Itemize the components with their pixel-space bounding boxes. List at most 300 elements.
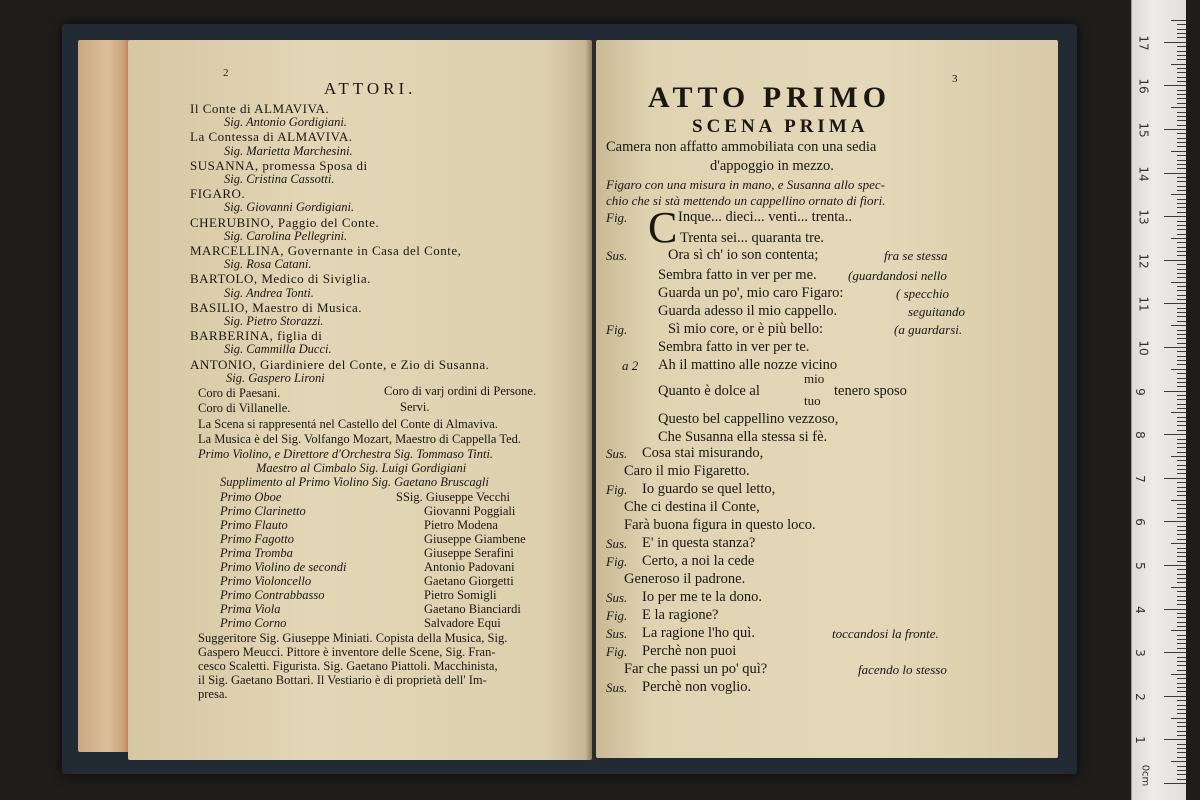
ruler-label: 3 [1132,649,1147,658]
ruler-tick [1177,221,1186,222]
ruler-label: 7 [1132,474,1147,483]
ruler-tick [1177,103,1186,104]
ruler-tick [1177,526,1186,527]
ruler-tick [1177,591,1186,592]
ruler-tick [1177,37,1186,38]
orchestra-player: Giovanni Poggiali [424,504,516,518]
ruler-tick [1171,630,1186,631]
dialogue-line: Sembra fatto in ver per te. [658,339,810,355]
ruler-tick [1171,543,1186,544]
cast-role: MARCELLINA, Governante in Casa del Conte, [190,243,462,258]
ruler-tick [1164,696,1186,697]
chorus-left-2: Coro di Villanelle. [198,401,291,415]
cast-performer: Sig. Carolina Pellegrini. [224,228,348,243]
credits-line: il Sig. Gaetano Bottari. Il Vestiario è di proprietà dell' Im- [198,673,487,687]
cast-role: FIGARO. [190,186,246,202]
ruler-tick [1177,59,1186,60]
ruler-tick [1177,312,1186,313]
dialogue-line: Generoso il padrone. [624,571,746,587]
credits-line: presa. [198,687,228,701]
cast-performer: Sig. Andrea Tonti. [224,285,314,300]
dialogue-line: Perchè non voglio. [642,679,752,695]
dialogue-line: Ah il mattino alle nozze vicino [658,357,838,373]
ruler-tick [1177,120,1186,121]
ruler-label: 16 [1136,78,1151,95]
ruler-tick [1177,247,1186,248]
ruler-tick [1177,386,1186,387]
ruler-tick [1177,90,1186,91]
ruler-tick [1177,46,1186,47]
ruler-tick [1177,199,1186,200]
ruler-tick [1177,225,1186,226]
note-cimbalo: Maestro al Cimbalo Sig. Luigi Gordigiani [256,461,467,475]
ruler-label: 14 [1136,165,1151,182]
speaker-label: Sus. [606,680,628,695]
ruler-tick [1171,151,1186,152]
ruler-tick [1177,447,1186,448]
ruler-tick [1177,504,1186,505]
ruler-tick [1177,425,1186,426]
ruler-tick [1177,356,1186,357]
stage-aside: facendo lo stesso [858,662,947,677]
ruler-tick [1171,194,1186,195]
ruler-tick [1177,98,1186,99]
ruler-tick [1177,160,1186,161]
ruler-tick [1164,609,1186,610]
ruler-tick [1177,273,1186,274]
ruler-tick [1177,709,1186,710]
ruler-tick [1164,391,1186,392]
orchestra-role: Primo Oboe [220,490,282,504]
ruler-tick [1171,325,1186,326]
ruler-tick [1164,173,1186,174]
credits-line: Gaspero Meucci. Pittore è inventore delle Scene, Sig. Fran- [198,645,496,659]
stage-aside: seguitando [908,304,966,319]
ruler-tick [1177,234,1186,235]
dialogue-line: Che ci destina il Conte, [624,499,760,515]
speaker-label: Sus. [606,536,628,551]
credits-line: Suggeritore Sig. Giuseppe Miniati. Copista della Musica, Sig. [198,631,508,645]
ruler-tick [1177,561,1186,562]
ruler-tick [1177,443,1186,444]
ruler-tick [1177,321,1186,322]
ruler-tick [1164,565,1186,566]
dialogue-line: Quanto è dolce al [658,383,760,399]
stage-aside: toccandosi la fronte. [832,626,939,641]
ruler-tick [1177,404,1186,405]
ruler-tick [1177,661,1186,662]
ruler-tick [1177,452,1186,453]
cast-role: BARTOLO, Medico di Siviglia. [190,271,371,287]
cast-performer: Sig. Gaspero Lironi [226,370,325,385]
ruler-tick [1177,51,1186,52]
ruler-tick [1177,665,1186,666]
ruler-tick [1177,81,1186,82]
ruler-tick [1177,556,1186,557]
drop-cap-c: C [648,203,678,252]
orchestra-player: Pietro Modena [424,518,498,532]
ruler-tick [1177,657,1186,658]
ruler-tick [1171,238,1186,239]
ruler-tick [1177,622,1186,623]
ruler-tick [1177,713,1186,714]
stage-aside: fra se stessa [884,248,948,263]
orchestra-role: Primo Clarinetto [220,504,306,518]
ruler-tick [1164,303,1186,304]
dialogue-line: E' in questa stanza? [642,535,756,551]
ruler-tick [1177,133,1186,134]
speaker-label: Sus. [606,626,628,641]
ruler-tick [1177,726,1186,727]
dialogue-line: Sì mio core, or è più bello: [668,321,824,337]
ruler-tick [1177,670,1186,671]
ruler-tick [1177,757,1186,758]
ruler-tick [1177,748,1186,749]
ruler-label: 9 [1132,387,1147,396]
ruler-tick [1177,705,1186,706]
ruler-tick [1164,652,1186,653]
dialogue-line: Guarda adesso il mio cappello. [658,303,838,319]
orchestra-player: Gaetano Giorgetti [424,574,514,588]
ruler-tick [1177,578,1186,579]
dialogue-line: Trenta sei... quaranta tre. [680,230,825,246]
orchestra-player: SSig. Giuseppe Vecchi [396,490,510,504]
dialogue-alt-bottom: tuo [804,393,821,408]
dialogue-line-end: tenero sposo [834,383,907,399]
ruler-tick [1177,343,1186,344]
ruler-tick [1177,735,1186,736]
ruler-tick [1177,508,1186,509]
ruler-tick [1177,29,1186,30]
note-music: La Musica è del Sig. Volfango Mozart, Maestro di Cappella Ted. [198,432,522,446]
stage-direction-1: Figaro con una misura in mano, e Susanna allo spec- [606,177,885,192]
ruler-tick [1177,700,1186,701]
chorus-right-2: Servi. [400,400,430,414]
ruler-tick [1177,613,1186,614]
ruler-tick [1177,552,1186,553]
ruler-tick [1171,64,1186,65]
ruler-tick [1177,295,1186,296]
ruler-tick [1177,530,1186,531]
ruler-tick [1177,203,1186,204]
ruler-label: 8 [1132,431,1147,440]
dialogue-line: Perchè non puoi [642,643,737,659]
ruler-tick [1177,408,1186,409]
cast-performer: Sig. Rosa Catani. [224,257,312,272]
ruler-tick [1177,378,1186,379]
left-page [128,40,592,760]
ruler-tick [1164,478,1186,479]
ruler-tick [1177,617,1186,618]
setting-line-2: d'appoggio in mezzo. [710,158,834,174]
dialogue-alt-top: mio [804,371,825,386]
ruler-tick [1164,216,1186,217]
cast-role: ANTONIO, Giardiniere del Conte, e Zio di Susanna. [190,356,490,372]
ruler-tick [1177,731,1186,732]
ruler-label: 1 [1132,736,1147,745]
dialogue-line: Sembra fatto in ver per me. [658,267,817,283]
ruler-tick [1164,347,1186,348]
ruler-tick [1177,181,1186,182]
orchestra-player: Gaetano Bianciardi [424,602,521,616]
speaker-label: Sus. [606,446,628,461]
ruler-tick [1177,33,1186,34]
orchestra-role: Primo Violino de secondi [220,560,347,574]
ruler-tick [1177,112,1186,113]
ruler-tick [1177,417,1186,418]
ruler-tick [1171,587,1186,588]
ruler-unit: 0cm [1139,764,1151,787]
ruler-tick [1177,582,1186,583]
ruler-tick [1164,42,1186,43]
note-scene: La Scena si rappresentá nel Castello del Conte di Almaviva. [198,417,498,431]
ruler-tick [1177,116,1186,117]
note-violin: Primo Violino, e Direttore d'Orchestra Sig. Tommaso Tinti. [198,447,494,461]
ruler-tick [1164,783,1186,784]
ruler-tick [1177,168,1186,169]
right-page [596,40,1058,758]
dialogue-line: Questo bel cappellino vezzoso, [658,411,839,427]
dialogue-line: Far che passi un po' quì? [624,661,768,677]
ruler-tick [1164,129,1186,130]
cast-role: BASILIO, Maestro di Musica. [190,299,363,315]
ruler-tick [1177,351,1186,352]
ruler-tick [1177,364,1186,365]
speaker-label: Fig. [606,482,628,497]
ruler-tick [1177,286,1186,287]
chorus-left-1: Coro di Paesani. [198,386,281,400]
ruler-tick [1177,338,1186,339]
ruler-tick [1177,766,1186,767]
ruler-tick [1177,125,1186,126]
ruler-tick [1177,779,1186,780]
ruler-tick [1177,164,1186,165]
ruler-tick [1177,469,1186,470]
ruler-tick [1177,229,1186,230]
ruler-tick [1177,155,1186,156]
ruler-tick [1177,774,1186,775]
ruler-tick [1171,456,1186,457]
orchestra-role: Primo Flauto [220,518,288,532]
ruler-tick [1177,94,1186,95]
ruler-label: 5 [1132,562,1147,570]
ruler-tick [1177,421,1186,422]
dialogue-line: Farà buona figura in questo loco. [624,517,816,533]
cast-role: BARBERINA, figlia di [190,328,323,344]
cast-heading: ATTORI. [324,79,417,98]
ruler-tick [1177,77,1186,78]
ruler-tick [1177,138,1186,139]
ruler-tick [1177,334,1186,335]
setting-line-1: Camera non affatto ammobiliata con una sedia [606,139,877,155]
cast-role: SUSANNA, promessa Sposa di [190,157,368,173]
cast-role: Il Conte di ALMAVIVA. [190,101,330,116]
cast-role: CHERUBINO, Paggio del Conte. [190,214,380,230]
orchestra-role: Primo Contrabbasso [220,588,325,602]
speaker-label: Fig. [606,644,628,659]
orchestra-role: Prima Viola [220,602,281,616]
speaker-label: Fig. [606,608,628,623]
chorus-right-1: Coro di varj ordini di Persone. [384,384,537,398]
ruler-tick [1164,739,1186,740]
ruler-tick [1164,521,1186,522]
orchestra-player: Antonio Padovani [424,560,515,574]
ruler-label: 13 [1136,209,1151,225]
ruler-tick [1177,596,1186,597]
ruler-tick [1177,330,1186,331]
speaker-label: Sus. [606,590,628,605]
ruler-tick [1177,255,1186,256]
stage-aside: (guardandosi nello [848,268,947,283]
ruler-label: 2 [1132,692,1147,701]
ruler-label: 12 [1136,253,1151,269]
cast-performer: Sig. Marietta Marchesini. [224,143,353,158]
dialogue-line: La ragione l'ho quì. [642,625,755,641]
ruler-tick [1164,260,1186,261]
ruler-tick [1177,269,1186,270]
ruler-tick [1171,282,1186,283]
dialogue-line: Cosa stai misurando, [642,445,764,461]
ruler-tick [1177,308,1186,309]
ruler-tick [1177,635,1186,636]
cast-performer: Sig. Pietro Storazzi. [224,314,324,328]
ruler-tick [1177,72,1186,73]
ruler-tick [1177,744,1186,745]
ruler-tick [1177,430,1186,431]
cast-performer: Sig. Antonio Gordigiani. [224,115,347,130]
orchestra-role: Primo Corno [220,616,287,630]
ruler-tick [1177,687,1186,688]
stage-aside: ( specchio [896,286,950,301]
ruler-label: 4 [1132,605,1147,614]
ruler-tick [1177,752,1186,753]
scene-title: SCENA PRIMA [692,116,869,137]
dialogue-line: E la ragione? [642,607,719,623]
ruler-tick [1177,643,1186,644]
orchestra-role: Prima Tromba [220,546,293,560]
ruler-tick [1177,604,1186,605]
ruler-tick [1177,722,1186,723]
ruler-tick [1171,369,1186,370]
ruler-tick [1177,465,1186,466]
ruler-tick [1171,500,1186,501]
measurement-ruler [1131,0,1186,800]
speaker-label: Fig. [606,554,628,569]
ruler-tick [1171,718,1186,719]
ruler-tick [1177,212,1186,213]
ruler-tick [1177,487,1186,488]
ruler-tick [1177,290,1186,291]
ruler-tick [1177,683,1186,684]
dialogue-line: Certo, a noi la cede [642,553,755,569]
ruler-tick [1177,517,1186,518]
ruler-tick [1171,107,1186,108]
ruler-tick [1177,264,1186,265]
ruler-tick [1177,186,1186,187]
stage-aside: (a guardarsi. [894,322,963,337]
dialogue-line: Guarda un po', mio caro Figaro: [658,285,844,301]
dialogue-line: Io per me te la dono. [642,589,762,605]
orchestra-role: Primo Violoncello [220,574,312,588]
ruler-tick [1177,569,1186,570]
orchestra-player: Pietro Somigli [424,588,497,602]
ruler-tick [1177,600,1186,601]
ruler-tick [1177,770,1186,771]
ruler-tick [1177,24,1186,25]
ruler-tick [1171,412,1186,413]
cast-role: La Contessa di ALMAVIVA. [190,129,353,145]
page-number-right: 3 [952,73,958,85]
ruler-tick [1177,626,1186,627]
dialogue-line: Ora sì ch' io son contenta; [668,247,819,263]
orchestra-player: Giuseppe Giambene [424,532,526,546]
ruler-label: 11 [1136,296,1151,313]
ruler-tick [1177,68,1186,69]
ruler-tick [1177,574,1186,575]
ruler-tick [1177,648,1186,649]
ruler-tick [1177,146,1186,147]
page-number-left: 2 [223,67,229,79]
ruler-tick [1164,85,1186,86]
ruler-label: 10 [1136,340,1151,356]
orchestra-player: Giuseppe Serafini [424,546,514,560]
cast-performer: Sig. Cammilla Ducci. [224,342,332,357]
dialogue-line: Che Susanna ella stessa si fè. [658,429,828,445]
ruler-label: 6 [1132,518,1147,527]
cast-performer: Sig. Giovanni Gordigiani. [224,200,355,215]
speaker-label: Sus. [606,248,628,263]
ruler-tick [1177,482,1186,483]
orchestra-role: Primo Fagotto [220,532,294,546]
endpaper-flap [78,40,132,752]
ruler-tick [1177,190,1186,191]
ruler-tick [1177,473,1186,474]
ruler-tick [1177,142,1186,143]
ruler-tick [1177,277,1186,278]
ruler-tick [1177,548,1186,549]
ruler-tick [1177,399,1186,400]
ruler-tick [1177,360,1186,361]
ruler-tick [1171,20,1186,21]
ruler-tick [1177,678,1186,679]
ruler-tick [1164,434,1186,435]
ruler-tick [1177,460,1186,461]
speaker-label: Fig. [606,210,628,225]
ruler-tick [1177,242,1186,243]
dialogue-line: Inque... dieci... venti... trenta.. [678,209,852,225]
dialogue-line: Io guardo se quel letto, [642,481,776,497]
ruler-label: 17 [1136,35,1151,51]
ruler-tick [1177,639,1186,640]
ruler-tick [1177,439,1186,440]
credits-line: cesco Scaletti. Figurista. Sig. Gaetano Piattoli. Macchinista, [198,659,498,673]
ruler-tick [1177,539,1186,540]
ruler-tick [1177,316,1186,317]
ruler-tick [1177,534,1186,535]
ruler-tick [1177,251,1186,252]
act-title: ATTO PRIMO [648,81,892,114]
ruler-tick [1177,691,1186,692]
ruler-tick [1177,491,1186,492]
ruler-tick [1177,495,1186,496]
ruler-tick [1177,299,1186,300]
ruler-tick [1171,674,1186,675]
ruler-label: 15 [1136,122,1151,138]
ruler-tick [1177,395,1186,396]
ruler-tick [1177,55,1186,56]
ruler-tick [1177,207,1186,208]
stage-direction-2: chio che si stà mettendo un cappellino ornato di fiori. [606,193,886,208]
